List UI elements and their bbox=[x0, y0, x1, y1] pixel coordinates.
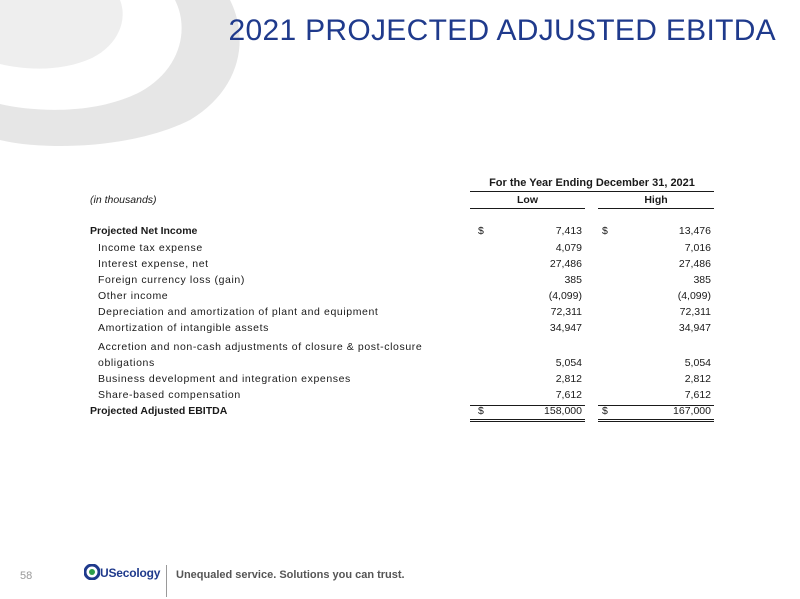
row-label: Amortization of intangible assets bbox=[98, 322, 269, 334]
high-value: 7,612 bbox=[684, 389, 711, 401]
column-header-low: Low bbox=[517, 194, 538, 206]
row-label: Business development and integration expenses bbox=[98, 373, 351, 385]
logo-wordmark: USecology bbox=[100, 566, 161, 580]
low-dollar-sign: $ bbox=[478, 405, 484, 417]
row-label: Interest expense, net bbox=[98, 258, 209, 270]
low-value: 4,079 bbox=[555, 242, 582, 254]
high-value: 167,000 bbox=[673, 405, 711, 417]
high-value: 72,311 bbox=[679, 306, 711, 318]
low-value: 27,486 bbox=[549, 258, 582, 270]
low-header-rule bbox=[470, 208, 585, 209]
row-label: Depreciation and amortization of plant and equipment bbox=[98, 306, 379, 318]
high-value: 13,476 bbox=[678, 225, 711, 237]
low-value: (4,099) bbox=[548, 290, 582, 302]
low-dollar-sign: $ bbox=[478, 225, 484, 237]
units-label: (in thousands) bbox=[90, 194, 157, 206]
high-value: 34,947 bbox=[678, 322, 711, 334]
low-subtotal-rule bbox=[470, 405, 585, 406]
high-value: (4,099) bbox=[677, 290, 711, 302]
low-value: 5,054 bbox=[555, 357, 582, 369]
row-label: Share-based compensation bbox=[98, 389, 241, 401]
high-total-double-rule-2 bbox=[598, 421, 714, 422]
footer-tagline: Unequaled service. Solutions you can trust. bbox=[176, 569, 405, 581]
header-rule bbox=[470, 191, 714, 192]
row-label: Other income bbox=[98, 290, 169, 302]
low-value: 72,311 bbox=[550, 306, 582, 318]
low-total-double-rule-1 bbox=[470, 419, 585, 420]
period-header: For the Year Ending December 31, 2021 bbox=[489, 177, 695, 189]
low-value: 158,000 bbox=[544, 405, 582, 417]
low-total-double-rule-2 bbox=[470, 421, 585, 422]
low-value: 385 bbox=[564, 274, 582, 286]
high-dollar-sign: $ bbox=[602, 225, 608, 237]
row-label: obligations bbox=[98, 357, 155, 369]
row-label: Accretion and non-cash adjustments of closure & post-closure bbox=[98, 341, 423, 353]
high-value: 2,812 bbox=[684, 373, 711, 385]
high-subtotal-rule bbox=[598, 405, 714, 406]
row-label: Projected Adjusted EBITDA bbox=[90, 405, 228, 417]
low-value: 2,812 bbox=[555, 373, 582, 385]
row-label: Income tax expense bbox=[98, 242, 203, 254]
high-value: 27,486 bbox=[678, 258, 711, 270]
low-value: 7,413 bbox=[555, 225, 582, 237]
page-number: 58 bbox=[20, 570, 33, 582]
us-ecology-logo-icon bbox=[84, 564, 100, 580]
high-dollar-sign: $ bbox=[602, 405, 608, 417]
high-value: 7,016 bbox=[684, 242, 711, 254]
low-value: 34,947 bbox=[549, 322, 582, 334]
high-total-double-rule-1 bbox=[598, 419, 714, 420]
high-value: 385 bbox=[693, 274, 711, 286]
high-value: 5,054 bbox=[684, 357, 711, 369]
footer-divider bbox=[166, 565, 167, 597]
row-label: Projected Net Income bbox=[90, 225, 198, 237]
row-label: Foreign currency loss (gain) bbox=[98, 274, 245, 286]
low-value: 7,612 bbox=[555, 389, 582, 401]
high-header-rule bbox=[598, 208, 714, 209]
column-header-high: High bbox=[644, 194, 668, 206]
page-title: 2021 PROJECTED ADJUSTED EBITDA bbox=[228, 14, 776, 47]
